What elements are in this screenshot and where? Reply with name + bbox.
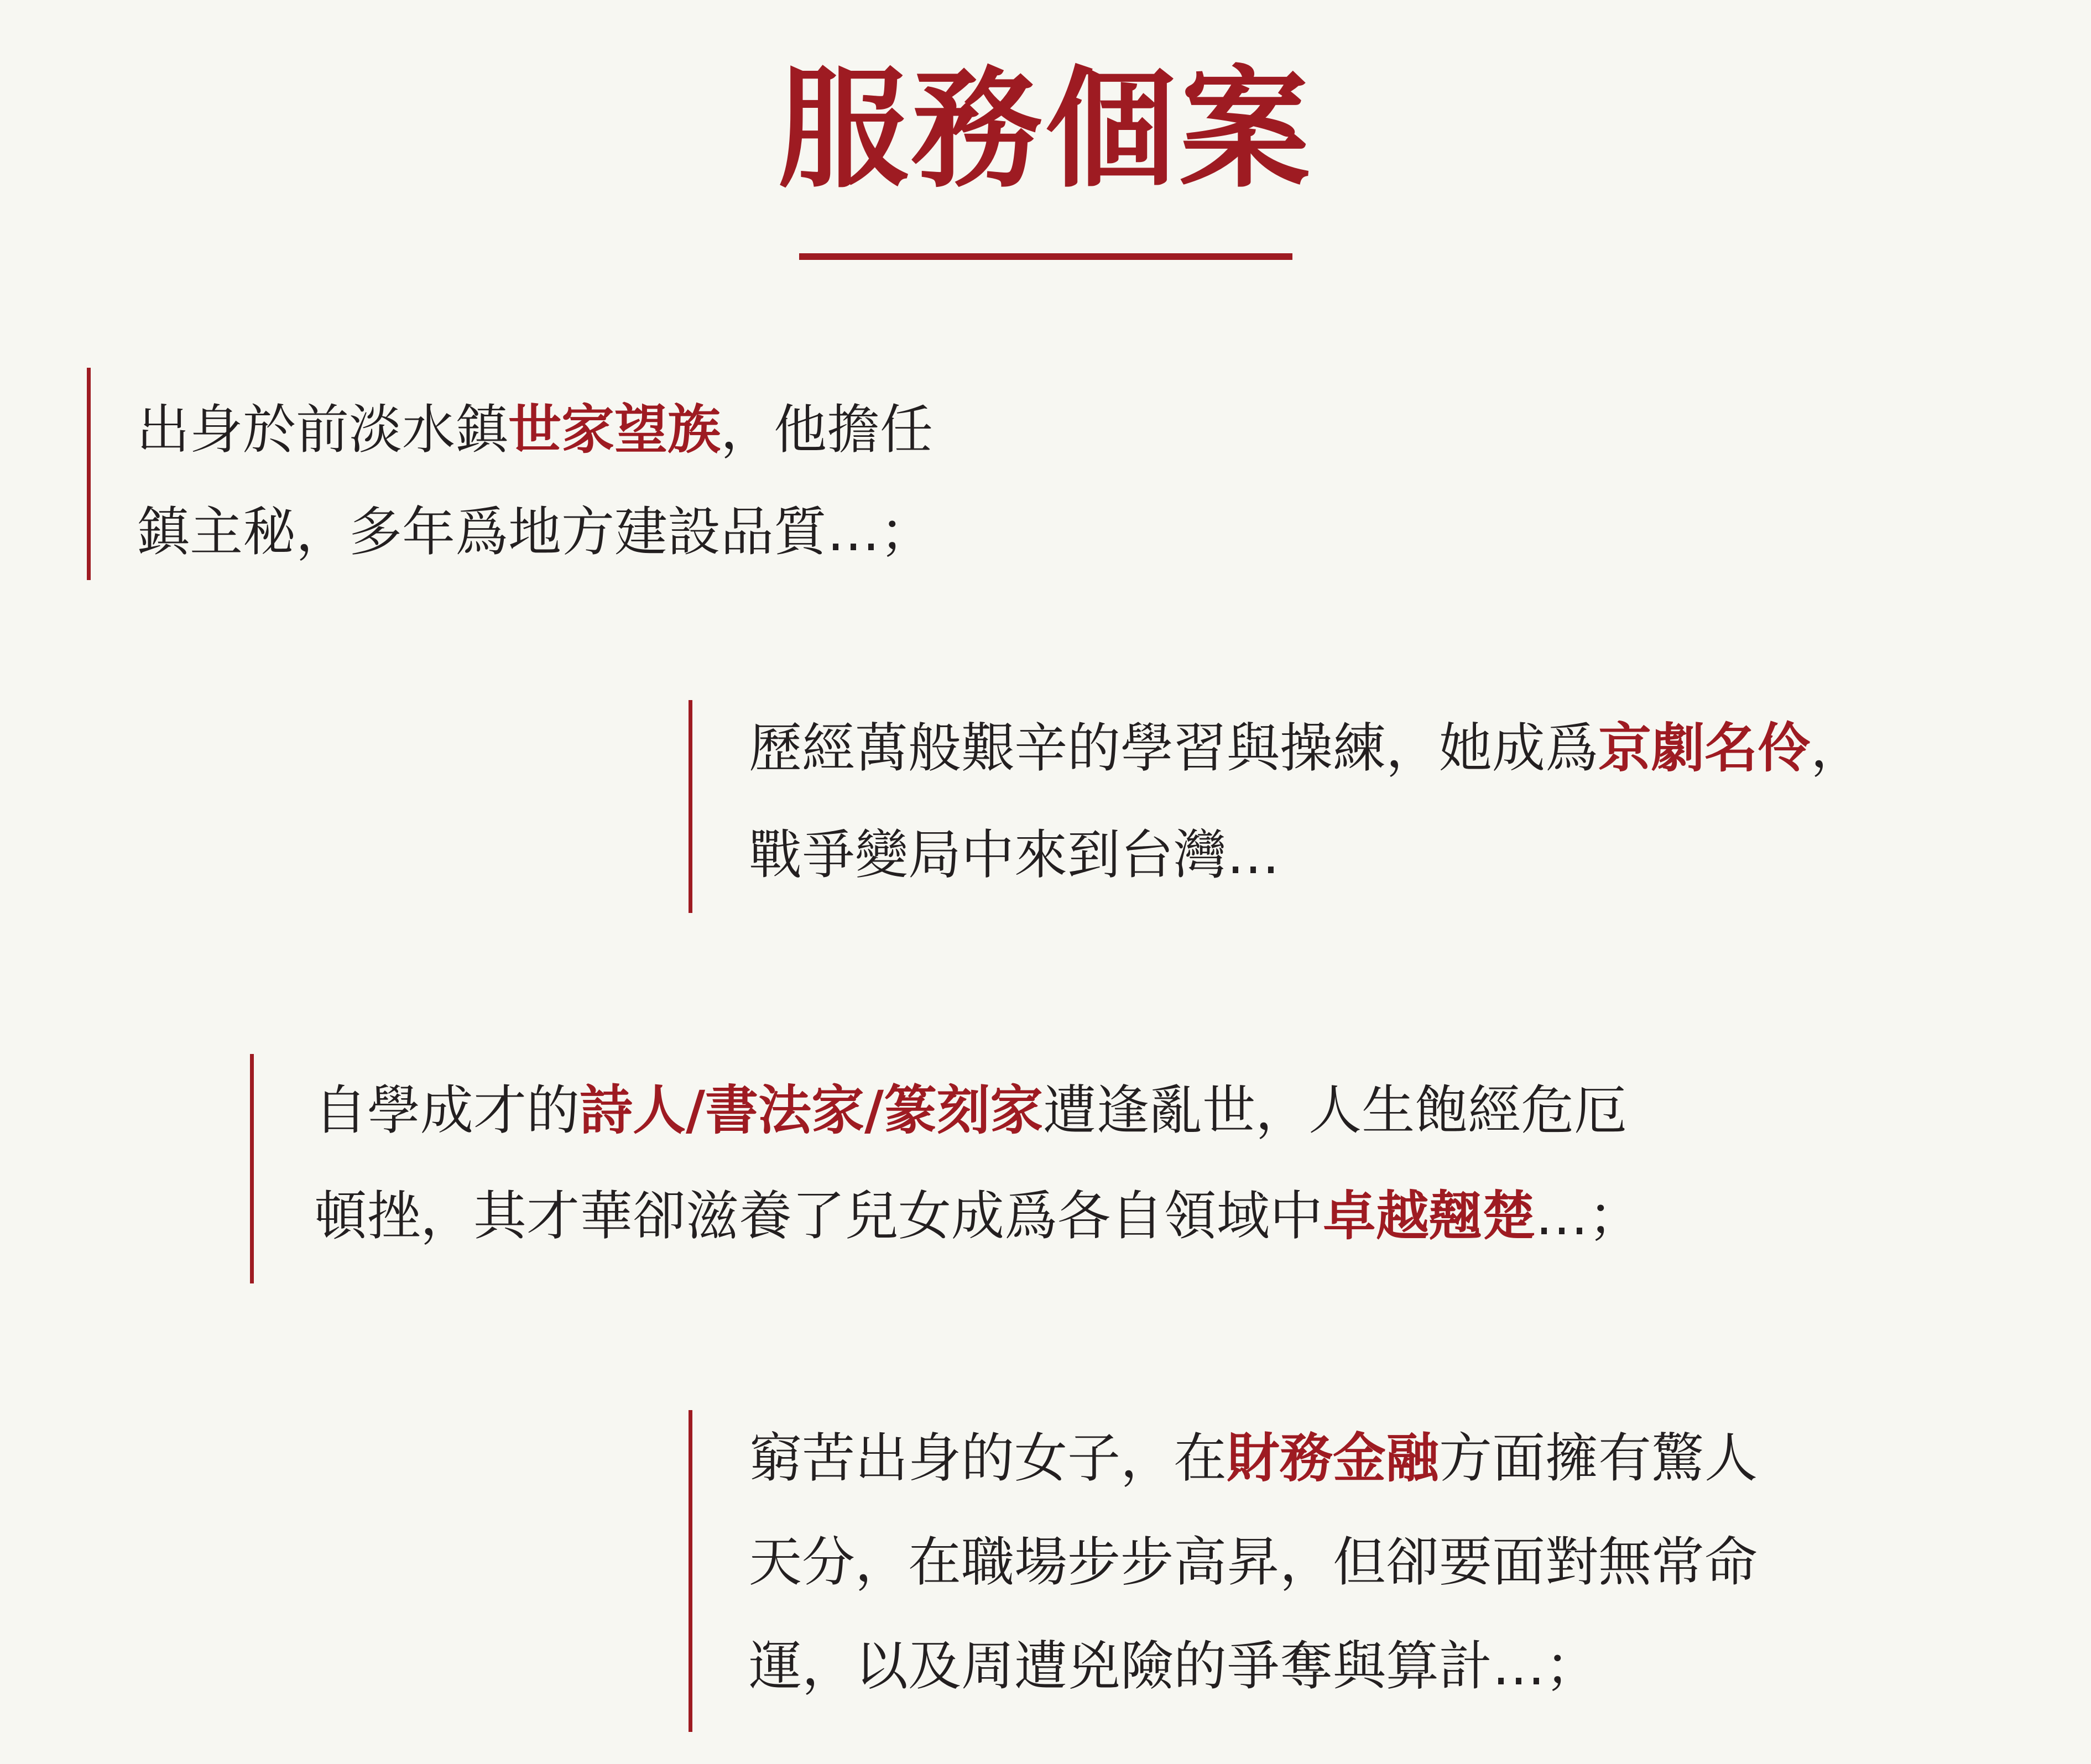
highlight-phrase: 詩人/書法家/篆刻家 xyxy=(580,1079,1044,1141)
case-text-line xyxy=(749,1633,1598,1699)
case-2 xyxy=(689,700,2016,913)
case-3 xyxy=(250,1054,1854,1283)
body-text: 運，以及周遭兇險的爭奪與算計…； xyxy=(749,1635,1598,1697)
case-text-line xyxy=(137,396,933,463)
body-text: 窮苦出身的女子，在 xyxy=(749,1427,1227,1489)
case-1 xyxy=(87,368,1082,580)
body-text: 出身於前淡水鎮 xyxy=(137,399,508,461)
body-text: 天分，在職場步步高昇，但卻要面對無常命 xyxy=(749,1531,1758,1593)
body-text: 頓挫，其才華卻滋養了兒女成爲各自領域中 xyxy=(314,1185,1323,1247)
body-text: 自學成才的 xyxy=(314,1079,580,1141)
case-text-line xyxy=(749,822,1280,888)
title-divider xyxy=(799,253,1292,260)
case-text-line xyxy=(749,1425,1758,1491)
case-text-line xyxy=(314,1077,1627,1144)
case-text-line xyxy=(137,499,933,565)
body-text: ，他擔任 xyxy=(721,399,933,461)
body-text: ， xyxy=(1811,717,1864,779)
highlight-phrase: 財務金融 xyxy=(1227,1427,1439,1489)
body-text: 鎮主秘，多年爲地方建設品質…； xyxy=(137,501,933,563)
body-text: 歷經萬般艱辛的學習與操練，她成爲 xyxy=(749,717,1598,779)
page-title: 服務個案 xyxy=(778,54,1313,206)
highlight-phrase: 卓越翹楚 xyxy=(1323,1185,1535,1247)
case-text-line xyxy=(314,1183,1641,1249)
case-4 xyxy=(689,1410,2016,1732)
case-text-line xyxy=(749,1529,1758,1595)
body-text: 方面擁有驚人 xyxy=(1439,1427,1758,1489)
body-text: 遭逢亂世，人生飽經危厄 xyxy=(1043,1079,1628,1141)
body-text: …； xyxy=(1535,1185,1641,1247)
case-text-line xyxy=(749,715,1864,781)
body-text: 戰爭變局中來到台灣… xyxy=(749,824,1280,886)
highlight-phrase: 世家望族 xyxy=(508,399,721,461)
highlight-phrase: 京劇名伶 xyxy=(1598,717,1811,779)
